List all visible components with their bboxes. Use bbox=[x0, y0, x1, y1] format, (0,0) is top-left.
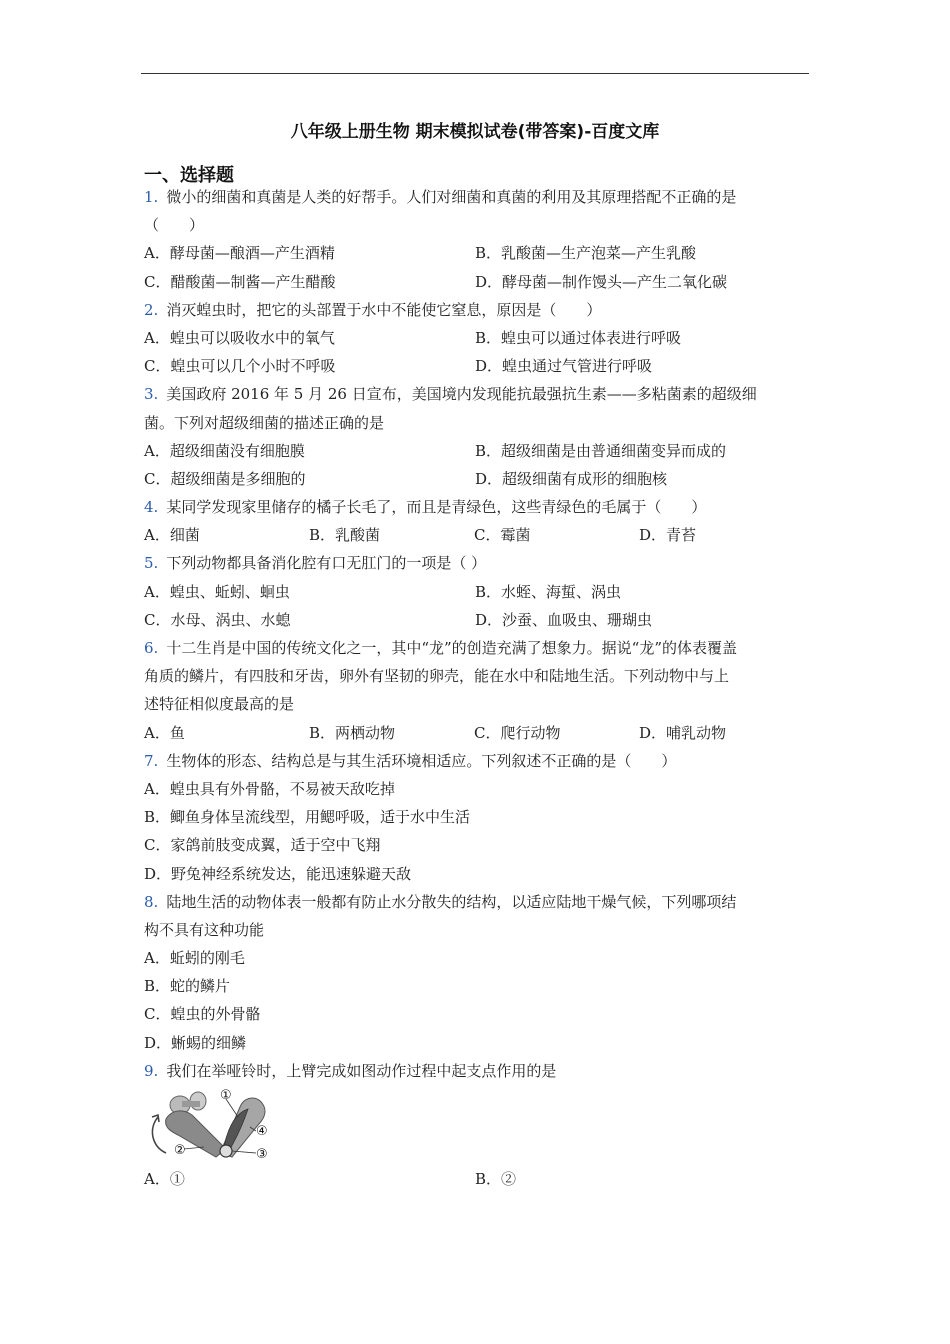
question-stem: 美国政府 2016 年 5 月 26 日宣布，美国境内发现能抗最强抗生素——多粘菌素的超级细 bbox=[166, 385, 757, 404]
option-b[interactable]: B．蝗虫可以通过体表进行呼吸 bbox=[475, 328, 682, 347]
question-number: 3. bbox=[144, 385, 159, 404]
question-number: 6. bbox=[144, 639, 159, 657]
option-a[interactable]: A．超级细菌没有细胞膜 bbox=[144, 441, 305, 460]
arm-muscle-diagram-icon bbox=[144, 1087, 279, 1165]
label-2: ② bbox=[174, 1143, 186, 1158]
question-stem: 构不具有这种功能 bbox=[144, 920, 265, 939]
question-stem: 某同学发现家里储存的橘子长毛了，而且是青绿色，这些青绿色的毛属于（ ） bbox=[166, 498, 707, 517]
option-d[interactable]: D．酵母菌—制作馒头—产生二氧化碳 bbox=[475, 272, 728, 291]
option-a[interactable]: A．① bbox=[144, 1170, 185, 1188]
option-d[interactable]: D．蝗虫通过气管进行呼吸 bbox=[475, 357, 653, 376]
option-b[interactable]: B．超级细菌是由普通细菌变异而成的 bbox=[475, 441, 727, 460]
question-stem: 菌。下列对超级细菌的描述正确的是 bbox=[144, 413, 385, 432]
option-b[interactable]: B．水蛭、海蜇、涡虫 bbox=[475, 582, 622, 601]
question-stem: 下列动物都具备消化腔有口无肛门的一项是（ ） bbox=[166, 554, 487, 573]
option-c[interactable]: C．霉菌 bbox=[474, 526, 531, 545]
question-1 bbox=[144, 183, 812, 296]
question-6 bbox=[144, 634, 812, 747]
option-d[interactable]: D．哺乳动物 bbox=[639, 723, 727, 742]
option-b[interactable]: B．乳酸菌—生产泡菜—产生乳酸 bbox=[475, 244, 697, 263]
option-a[interactable]: A．蝗虫具有外骨骼，不易被天敌吃掉 bbox=[144, 779, 395, 798]
section-heading: 一、选择题 bbox=[144, 165, 234, 186]
option-a[interactable]: A．蝗虫、蚯蚓、蛔虫 bbox=[144, 582, 290, 601]
option-c[interactable]: C．水母、涡虫、水螅 bbox=[144, 610, 291, 629]
question-stem: 陆地生活的动物体表一般都有防止水分散失的结构，以适应陆地干燥气候，下列哪项结 bbox=[166, 892, 737, 911]
option-c[interactable]: C．爬行动物 bbox=[474, 723, 561, 742]
label-4: ④ bbox=[256, 1124, 268, 1139]
option-a[interactable]: A．蚯蚓的刚毛 bbox=[144, 949, 245, 968]
question-8 bbox=[144, 888, 812, 1057]
option-b[interactable]: B．两栖动物 bbox=[309, 723, 396, 742]
option-b[interactable]: B．蛇的鳞片 bbox=[144, 977, 231, 996]
question-number: 4. bbox=[144, 498, 159, 517]
question-stem: （ ） bbox=[144, 216, 205, 235]
question-stem: 消灭蝗虫时，把它的头部置于水中不能使它窒息，原因是（ ） bbox=[166, 300, 602, 319]
option-d[interactable]: D．青苔 bbox=[639, 526, 697, 545]
label-3: ③ bbox=[256, 1147, 268, 1162]
question-list bbox=[144, 183, 812, 1193]
option-d[interactable]: D．蜥蜴的细鳞 bbox=[144, 1033, 247, 1052]
option-d[interactable]: D．沙蚕、血吸虫、珊瑚虫 bbox=[475, 610, 653, 629]
option-b[interactable]: B．② bbox=[475, 1170, 517, 1188]
label-1: ① bbox=[220, 1088, 232, 1103]
option-a[interactable]: A．蝗虫可以吸收水中的氧气 bbox=[144, 328, 335, 347]
question-stem: 生物体的形态、结构总是与其生活环境相适应。下列叙述不正确的是（ ） bbox=[166, 751, 677, 770]
question-number: 2. bbox=[144, 300, 159, 319]
question-9 bbox=[144, 1057, 812, 1193]
question-2 bbox=[144, 296, 812, 381]
question-number: 5. bbox=[144, 554, 159, 573]
question-7 bbox=[144, 747, 812, 888]
option-a[interactable]: A．细菌 bbox=[144, 526, 200, 545]
option-d[interactable]: D．野兔神经系统发达，能迅速躲避天敌 bbox=[144, 864, 412, 883]
question-4 bbox=[144, 493, 812, 549]
question-stem: 微小的细菌和真菌是人类的好帮手。人们对细菌和真菌的利用及其原理搭配不正确的是 bbox=[166, 188, 737, 206]
question-number: 8. bbox=[144, 892, 159, 911]
question-stem: 述特征相似度最高的是 bbox=[144, 695, 295, 714]
question-number: 9. bbox=[144, 1061, 159, 1080]
question-stem: 十二生肖是中国的传统文化之一，其中“龙”的创造充满了想象力。据说“龙”的体表覆盖 bbox=[166, 639, 737, 657]
option-c[interactable]: C．蝗虫的外骨骼 bbox=[144, 1005, 261, 1024]
top-divider bbox=[141, 73, 809, 74]
option-c[interactable]: C．醋酸菌—制酱—产生醋酸 bbox=[144, 272, 336, 291]
arm-dumbbell-figure bbox=[144, 1085, 812, 1165]
question-number: 1. bbox=[144, 188, 159, 206]
option-d[interactable]: D．超级细菌有成形的细胞核 bbox=[475, 469, 668, 488]
question-5 bbox=[144, 549, 812, 634]
question-stem: 我们在举哑铃时，上臂完成如图动作过程中起支点作用的是 bbox=[166, 1061, 557, 1080]
question-3 bbox=[144, 380, 812, 493]
option-b[interactable]: B．鲫鱼身体呈流线型，用鳃呼吸，适于水中生活 bbox=[144, 808, 471, 827]
question-stem: 角质的鳞片，有四肢和牙齿，卵外有坚韧的卵壳，能在水中和陆地生活。下列动物中与上 bbox=[144, 667, 730, 686]
question-number: 7. bbox=[144, 751, 159, 770]
option-c[interactable]: C．家鸽前肢变成翼，适于空中飞翔 bbox=[144, 836, 381, 855]
option-a[interactable]: A．酵母菌—酿酒—产生酒精 bbox=[144, 244, 335, 263]
option-c[interactable]: C．超级细菌是多细胞的 bbox=[144, 469, 306, 488]
option-c[interactable]: C．蝗虫可以几个小时不呼吸 bbox=[144, 357, 336, 376]
option-b[interactable]: B．乳酸菌 bbox=[309, 526, 381, 545]
option-a[interactable]: A．鱼 bbox=[144, 723, 185, 742]
document-title: 八年级上册生物 期末模拟试卷(带答案)-百度文库 bbox=[290, 122, 660, 142]
